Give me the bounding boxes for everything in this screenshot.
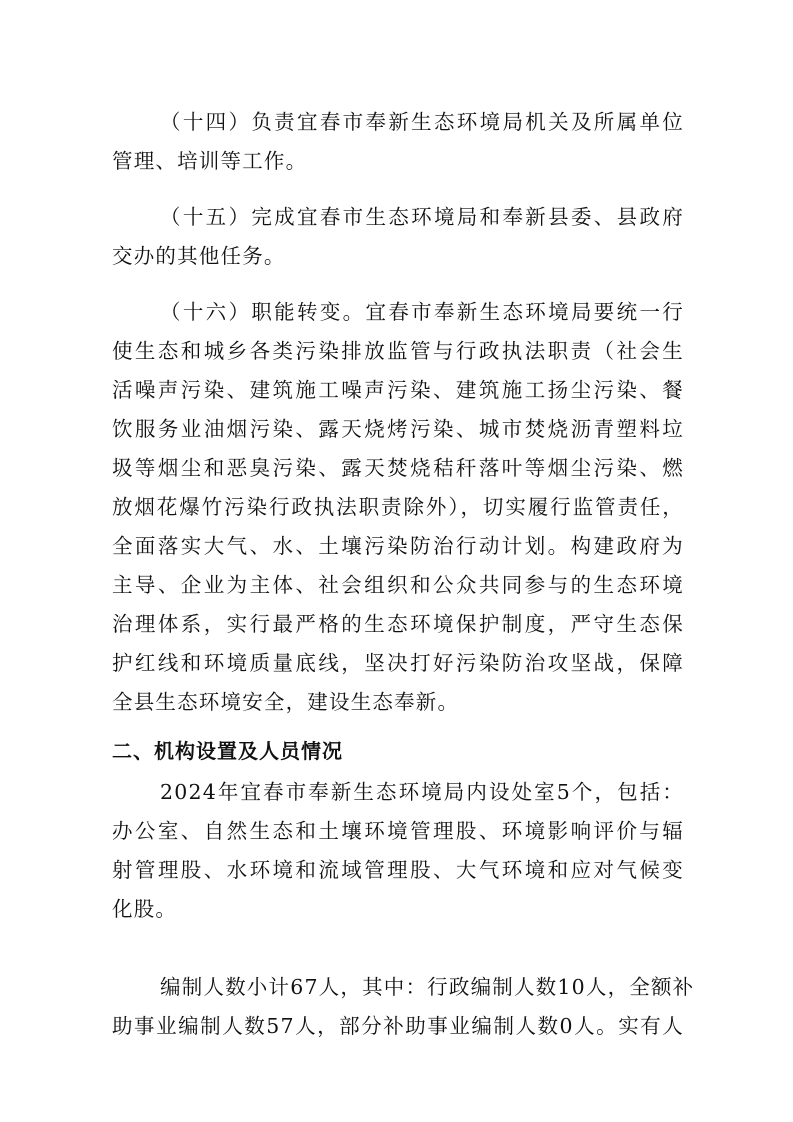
text-line: 编制人数小计67人，其中：行政编制人数10人，全额补 [160, 975, 695, 999]
text-line: 护红线和环境质量底线，坚决打好污染防治攻坚战，保障 [112, 651, 684, 675]
text-line: （十四）负责宜春市奉新生态环境局机关及所属单位 [160, 110, 684, 134]
text-line: 化股。 [112, 897, 178, 921]
section-heading: 二、机构设置及人员情况 [112, 739, 343, 763]
paragraph-org-structure [112, 773, 684, 929]
paragraph-staffing [112, 968, 695, 1046]
paragraph-item-16 [112, 293, 684, 722]
text-line: 全县生态环境安全，建设生态奉新。 [112, 690, 460, 714]
text-line: 管理、培训等工作。 [112, 149, 308, 173]
text-line: 使生态和城乡各类污染排放监管与行政执法职责（社会生 [112, 339, 684, 363]
text-line: （十五）完成宜春市生态环境局和奉新县委、县政府 [160, 205, 684, 229]
text-line: 全面落实大气、水、土壤污染防治行动计划。构建政府为 [112, 534, 684, 558]
paragraph-item-14 [112, 103, 684, 181]
text-line: （十六）职能转变。宜春市奉新生态环境局要统一行 [160, 300, 684, 324]
text-line: 饮服务业油烟污染、露天烧烤污染、城市焚烧沥青塑料垃 [112, 417, 684, 441]
text-line: 射管理股、水环境和流域管理股、大气环境和应对气候变 [112, 858, 684, 882]
text-line: 交办的其他任务。 [112, 244, 286, 268]
paragraph-item-15 [112, 198, 684, 276]
text-line: 办公室、自然生态和土壤环境管理股、环境影响评价与辐 [112, 819, 684, 843]
text-line: 圾等烟尘和恶臭污染、露天焚烧秸秆落叶等烟尘污染、燃 [112, 456, 684, 480]
text-line: 助事业编制人数57人，部分补助事业编制人数0人。实有人 [112, 1014, 684, 1038]
text-line: 放烟花爆竹污染行政执法职责除外），切实履行监管责任， [112, 495, 684, 519]
text-line: 活噪声污染、建筑施工噪声污染、建筑施工扬尘污染、餐 [112, 378, 684, 402]
text-line: 2024年宜春市奉新生态环境局内设处室5个，包括： [160, 780, 684, 804]
text-line: 主导、企业为主体、社会组织和公众共同参与的生态环境 [112, 573, 684, 597]
text-line: 治理体系，实行最严格的生态环境保护制度，严守生态保 [112, 612, 684, 636]
